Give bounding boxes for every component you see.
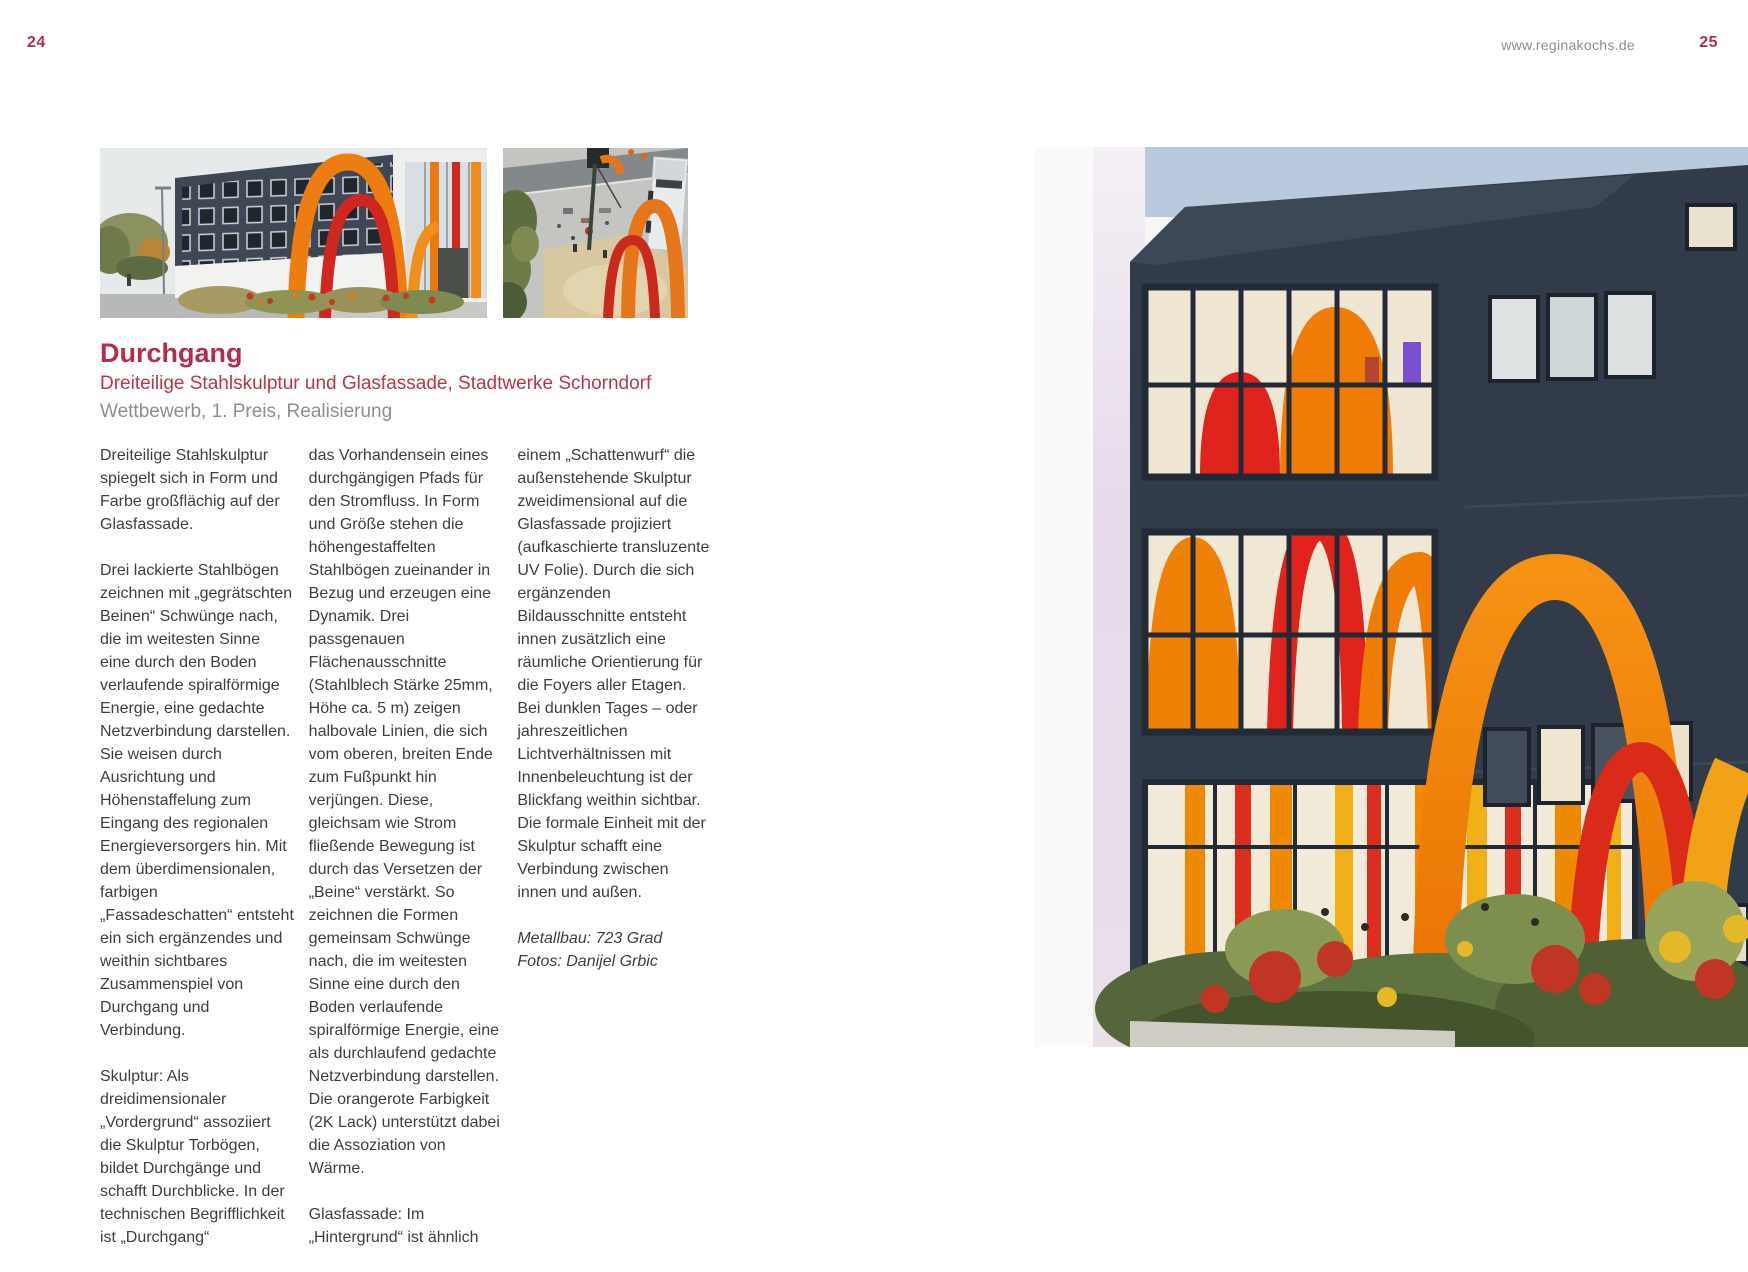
photo-row [100,148,688,318]
photo-facade-day [100,148,487,318]
credits [517,927,712,973]
photo-installation-aerial [503,148,688,318]
credit-fotos: Fotos: Danijel Grbic [517,953,658,970]
website-url: www.reginakochs.de [1501,37,1635,53]
photo-facade-dusk [1035,147,1748,1047]
photo-facade-day-illustration [100,148,487,318]
paragraph: einem „Schattenwurf“ die außenstehende Skulptur zweidimensional auf die Glasfassade projiziert (aufkaschierte transluzente UV Folie). Durch die sich ergänzenden Bildausschnitte entsteht innen zusätzlich eine räumliche Orientierung für die Foyers aller Etagen. Bei dunklen Tages – oder jahreszeitlichen Lichtverhältnissen mit Innenbeleuchtung ist der Blickfang weithin sichtbar. Die formale Einheit mit der Skulptur schafft eine Verbindung zwischen innen und außen. [517,447,710,901]
credit-metallbau: Metallbau: 723 Grad [517,930,663,947]
text-column-3 [517,444,712,1272]
paragraph: das Vorhandensein eines durchgängigen Pfads für den Stromfluss. In Form und Größe stehen die höhengestaffelten Stahlbögen zueinander in Bezug und erzeugen eine Dynamik. Drei passgenauen Flächenausschnitte (Stahlblech Stärke 25mm, Höhe ca. 5 m) zeigen halbovale Linien, die sich vom oberen, breiten Ende zum Fußpunkt hin verjüngen. Diese, gleichsam wie Strom fließende Bewegung ist durch das Versetzen der „Beine“ verstärkt. So zeichnen die Formen gemeinsam Schwünge nach, die im weitesten Sinne eine durch den Boden verlaufende spiralförmige Energie, eine als durchlaufend gedachte Netzverbindung darstellen. Die orangerote Farbigkeit (2K Lack) unterstützt dabei die Assoziation von Wärme. [308,447,500,1177]
article-subtitle: Dreiteilige Stahlskulptur und Glasfassade, Stadtwerke Schorndorf [100,373,652,394]
paragraph: Skulptur: Als dreidimensionaler „Vordergrund“ assoziiert die Skulptur Torbögen, bildet Durchgänge und schafft Durchblicke. In der technischen Begrifflichkeit ist „Durchgang“ [100,1068,285,1246]
paragraph: Dreiteilige Stahlskulptur spiegelt sich in Form und Farbe großflächig auf der Glasfassade. [100,447,280,533]
paragraph: Glasfassade: Im „Hintergrund“ ist ähnlich [308,1206,479,1246]
photo-installation-aerial-illustration [503,148,688,318]
body-columns [100,444,712,1272]
page-title: Durchgang [100,338,243,368]
page-number-right: 25 [1699,34,1718,51]
text-column-2 [309,444,504,1272]
article-header [100,338,720,424]
page-number-left: 24 [27,34,46,51]
photo-facade-dusk-illustration [1035,147,1748,1047]
paragraph: Drei lackierte Stahlbögen zeichnen mit „gegrätschten Beinen“ Schwünge nach, die im weitesten Sinne eine durch den Boden verlaufende spiralförmige Energie, eine gedachte Netzverbindung darstellen. Sie weisen durch Ausrichtung und Höhenstaffelung zum Eingang des regionalen Energieversorgers hin. Mit dem überdimensionalen, farbigen „Fassadeschatten“ entsteht ein sich ergänzendes und weithin sichtbares Zusammenspiel von Durchgang und Verbindung. [100,562,294,1039]
article-meta: Wettbewerb, 1. Preis, Realisierung [100,401,393,422]
text-column-1 [100,444,295,1272]
